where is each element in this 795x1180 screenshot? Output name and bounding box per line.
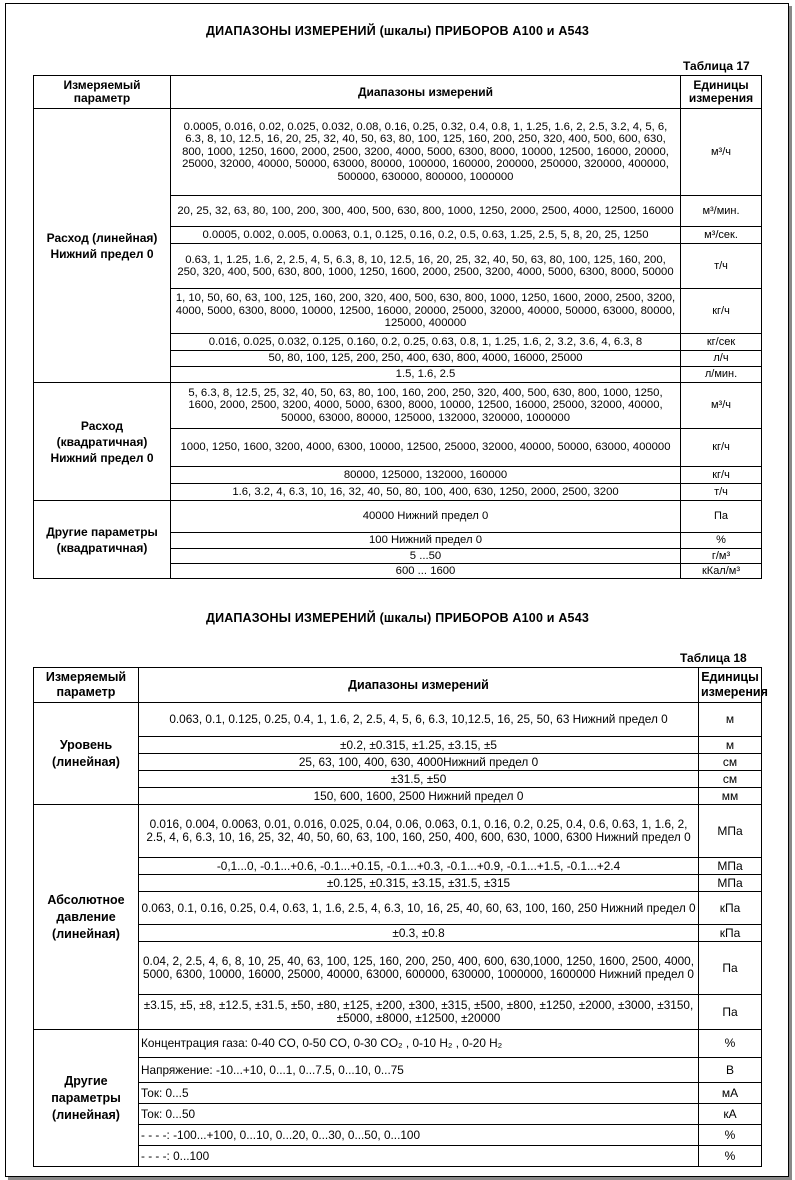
range-cell: ±31.5, ±50 <box>139 771 699 788</box>
header-ranges: Диапазоны измерений <box>171 76 681 109</box>
table-row <box>34 703 762 737</box>
table-row <box>34 925 762 942</box>
header-parameter: Измеряемый параметр <box>34 76 171 109</box>
unit-cell: м <box>699 737 762 754</box>
unit-cell: % <box>699 1030 762 1058</box>
range-cell: 80000, 125000, 132000, 160000 <box>171 467 681 484</box>
range-cell: 0.04, 2, 2.5, 4, 6, 8, 10, 25, 40, 63, 100, 125, 160, 200, 250, 400, 600, 630,1000, 1250, 1600, 2500, 4000, 5000, 6300, 10000, 16000, 25000, 40000, 63000, 600000, 630000, 1000000, 1600000 Нижний предел 0 <box>139 942 699 995</box>
unit-cell: м³/сек. <box>681 227 762 244</box>
unit-cell: % <box>699 1146 762 1167</box>
range-cell: 0.0005, 0.002, 0.005, 0.0063, 0.1, 0.125, 0.16, 0.2, 0.5, 0.63, 1.25, 2.5, 5, 8, 20, 25, 1250 <box>171 227 681 244</box>
range-cell: 50, 80, 100, 125, 200, 250, 400, 630, 800, 4000, 16000, 25000 <box>171 351 681 367</box>
range-cell: 600 ... 1600 <box>171 564 681 579</box>
unit-cell: кПа <box>699 892 762 925</box>
range-cell: 0.063, 0.1, 0.125, 0.25, 0.4, 1, 1.6, 2, 2.5, 4, 5, 6, 6.3, 10,12.5, 16, 25, 50, 63 Нижний предел 0 <box>139 703 699 737</box>
range-cell: 0.0005, 0.016, 0.02, 0.025, 0.032, 0.08, 0.16, 0.25, 0.32, 0.4, 0.8, 1, 1.25, 1.6, 2, 2.5, 3.2, 4, 5, 6, 6.3, 8, 10, 12.5, 16, 20, 25, 32, 40, 50, 63, 80, 100, 125, 160, 200, 250, 320, 400, 500, 600, 630, 800, 1000, 1250, 1600, 2000, 2500, 3200, 4000, 5000, 6300, 8000, 10000, 12500, 16000, 20000, 25000, 32000, 40000, 50000, 63000, 80000, 100000, 160000, 200000, 250000, 320000, 400000, 500000, 630000, 800000, 1000000 <box>171 109 681 196</box>
table-row <box>34 1104 762 1125</box>
unit-cell: кА <box>699 1104 762 1125</box>
header-units: Единицы измерения <box>699 668 762 703</box>
range-cell: 1.6, 3.2, 4, 6.3, 10, 16, 32, 40, 50, 80, 100, 400, 630, 1250, 2000, 2500, 3200 <box>171 484 681 501</box>
table-row <box>34 1058 762 1083</box>
unit-cell: т/ч <box>681 484 762 501</box>
range-cell: 5 ...50 <box>171 549 681 564</box>
unit-cell: кг/ч <box>681 467 762 484</box>
table-row <box>34 737 762 754</box>
table17-title: ДИАПАЗОНЫ ИЗМЕРЕНИЙ (шкалы) ПРИБОРОВ А100 и А543 <box>205 24 590 38</box>
unit-cell: В <box>699 1058 762 1083</box>
unit-cell: м³/ч <box>681 383 762 429</box>
table18 <box>33 667 768 1167</box>
group-label: Другие параметры (квадратичная) <box>34 501 171 579</box>
table-row <box>34 788 762 805</box>
range-cell: 25, 63, 100, 400, 630, 4000Нижний предел 0 <box>139 754 699 771</box>
range-cell: 0.016, 0.004, 0.0063, 0.01, 0.016, 0.025, 0.04, 0.06, 0.063, 0.1, 0.16, 0.2, 0.25, 0.4, 0.6, 0.63, 1, 1.6, 2, 2.5, 4, 6, 6.3, 10, 16, 25, 32, 40, 50, 60, 63, 100, 160, 250, 400, 600, 630, 1000, 6300 Нижний предел 0 <box>139 805 699 858</box>
range-cell: Ток: 0...5 <box>139 1083 699 1104</box>
header-ranges: Диапазоны измерений <box>139 668 699 703</box>
range-cell: Напряжение: -10...+10, 0...1, 0...7.5, 0...10, 0...75 <box>139 1058 699 1083</box>
group-label: Расход (линейная) Нижний предел 0 <box>34 109 171 383</box>
group-label: Абсолютное давление (линейная) <box>34 805 139 1030</box>
unit-cell: см <box>699 754 762 771</box>
table-row <box>34 1083 762 1104</box>
range-cell: ±0.125, ±0.315, ±3.15, ±31.5, ±315 <box>139 875 699 892</box>
unit-cell: мА <box>699 1083 762 1104</box>
range-cell: -0,1...0, -0.1...+0.6, -0.1...+0.15, -0.1...+0.3, -0.1...+0.9, -0.1...+1.5, -0.1...+2.4 <box>139 858 699 875</box>
unit-cell: % <box>681 533 762 549</box>
unit-cell: кг/ч <box>681 429 762 467</box>
range-cell: 100 Нижний предел 0 <box>171 533 681 549</box>
range-cell: ±3.15, ±5, ±8, ±12.5, ±31.5, ±50, ±80, ±125, ±200, ±300, ±315, ±500, ±800, ±1250, ±2000, ±3000, ±3150, ±5000, ±8000, ±12500, ±20000 <box>139 995 699 1030</box>
table-row <box>34 875 762 892</box>
unit-cell: кПа <box>699 925 762 942</box>
table-header-row <box>34 76 762 109</box>
unit-cell: МПа <box>699 805 762 858</box>
group-label: Расход (квадратичная) Нижний предел 0 <box>34 383 171 501</box>
range-cell: 20, 25, 32, 63, 80, 100, 200, 300, 400, 500, 630, 800, 1000, 1250, 2000, 2500, 4000, 12500, 16000 <box>171 196 681 227</box>
unit-cell: м³/ч <box>681 109 762 196</box>
unit-cell: кКал/м³ <box>681 564 762 579</box>
range-cell: 0.063, 0.1, 0.16, 0.25, 0.4, 0.63, 1, 1.6, 2.5, 4, 6.3, 10, 16, 25, 40, 60, 63, 100, 160, 250 Нижний предел 0 <box>139 892 699 925</box>
table-row <box>34 995 762 1030</box>
table17 <box>33 75 762 579</box>
table18-label: Таблица 18 <box>680 651 747 665</box>
unit-cell: МПа <box>699 858 762 875</box>
table-header-row <box>34 668 762 703</box>
header-parameter: Измеряемый параметр <box>34 668 139 703</box>
range-cell: 150, 600, 1600, 2500 Нижний предел 0 <box>139 788 699 805</box>
unit-cell: л/ч <box>681 351 762 367</box>
range-cell: 1000, 1250, 1600, 3200, 4000, 6300, 10000, 12500, 25000, 32000, 40000, 50000, 63000, 400000 <box>171 429 681 467</box>
range-cell: 1, 10, 50, 60, 63, 100, 125, 160, 200, 320, 400, 500, 630, 800, 1000, 1250, 1600, 2000, 2500, 3200, 4000, 5000, 6300, 8000, 10000, 12500, 16000, 20000, 25000, 32000, 40000, 50000, 63000, 80000, 125000, 400000 <box>171 289 681 334</box>
unit-cell: г/м³ <box>681 549 762 564</box>
range-cell: 40000 Нижний предел 0 <box>171 501 681 533</box>
table-row <box>34 858 762 875</box>
range-cell: 0.63, 1, 1.25, 1.6, 2, 2.5, 4, 5, 6.3, 8, 10, 12.5, 16, 20, 25, 32, 40, 50, 63, 80, 100, 125, 160, 200, 250, 320, 400, 500, 630, 800, 1000, 1250, 1600, 2000, 2500, 3200, 4000, 5000, 6300, 8000, 50000 <box>171 244 681 289</box>
table-row <box>34 1146 762 1167</box>
table-row <box>34 1030 762 1058</box>
unit-cell: л/мин. <box>681 367 762 383</box>
range-cell: Ток: 0...50 <box>139 1104 699 1125</box>
unit-cell: МПа <box>699 875 762 892</box>
unit-cell: м³/мин. <box>681 196 762 227</box>
table-row <box>34 892 762 925</box>
unit-cell: м <box>699 703 762 737</box>
unit-cell: Па <box>681 501 762 533</box>
table-row <box>34 1125 762 1146</box>
header-units: Единицы измерения <box>681 76 762 109</box>
range-cell: ±0.3, ±0.8 <box>139 925 699 942</box>
range-cell: - - - -: 0...100 <box>139 1146 699 1167</box>
unit-cell: % <box>699 1125 762 1146</box>
table-row <box>34 109 762 196</box>
group-label: Уровень (линейная) <box>34 703 139 805</box>
unit-cell: мм <box>699 788 762 805</box>
range-cell: ±0.2, ±0.315, ±1.25, ±3.15, ±5 <box>139 737 699 754</box>
table-row <box>34 942 762 995</box>
unit-cell: кг/ч <box>681 289 762 334</box>
unit-cell: т/ч <box>681 244 762 289</box>
unit-cell: Па <box>699 995 762 1030</box>
table-row <box>34 771 762 788</box>
table18-title: ДИАПАЗОНЫ ИЗМЕРЕНИЙ (шкалы) ПРИБОРОВ А100 и А543 <box>205 611 590 625</box>
table-row <box>34 501 762 533</box>
table17-label: Таблица 17 <box>683 59 750 73</box>
range-cell: 0.016, 0.025, 0.032, 0.125, 0.160, 0.2, 0.25, 0.63, 0.8, 1, 1.25, 1.6, 2, 3.2, 3.6, 4, 6.3, 8 <box>171 334 681 351</box>
table-row <box>34 383 762 429</box>
table-row <box>34 805 762 858</box>
range-cell: - - - -: -100...+100, 0...10, 0...20, 0...30, 0...50, 0...100 <box>139 1125 699 1146</box>
unit-cell: Па <box>699 942 762 995</box>
range-cell: 1.5, 1.6, 2.5 <box>171 367 681 383</box>
unit-cell: см <box>699 771 762 788</box>
unit-cell: кг/сек <box>681 334 762 351</box>
range-cell: 5, 6.3, 8, 12.5, 25, 32, 40, 50, 63, 80, 100, 160, 200, 250, 320, 400, 500, 630, 800, 1000, 1250, 1600, 2000, 2500, 3200, 4000, 5000, 6300, 8000, 10000, 12500, 16000, 25000, 32000, 40000, 50000, 63000, 80000, 125000, 132000, 320000, 1000000 <box>171 383 681 429</box>
group-label: Другие параметры (линейная) <box>34 1030 139 1167</box>
table-row <box>34 754 762 771</box>
range-cell: Концентрация газа: 0-40 CO, 0-50 CO, 0-30 CO₂ , 0-10 H₂ , 0-20 H₂ <box>139 1030 699 1058</box>
